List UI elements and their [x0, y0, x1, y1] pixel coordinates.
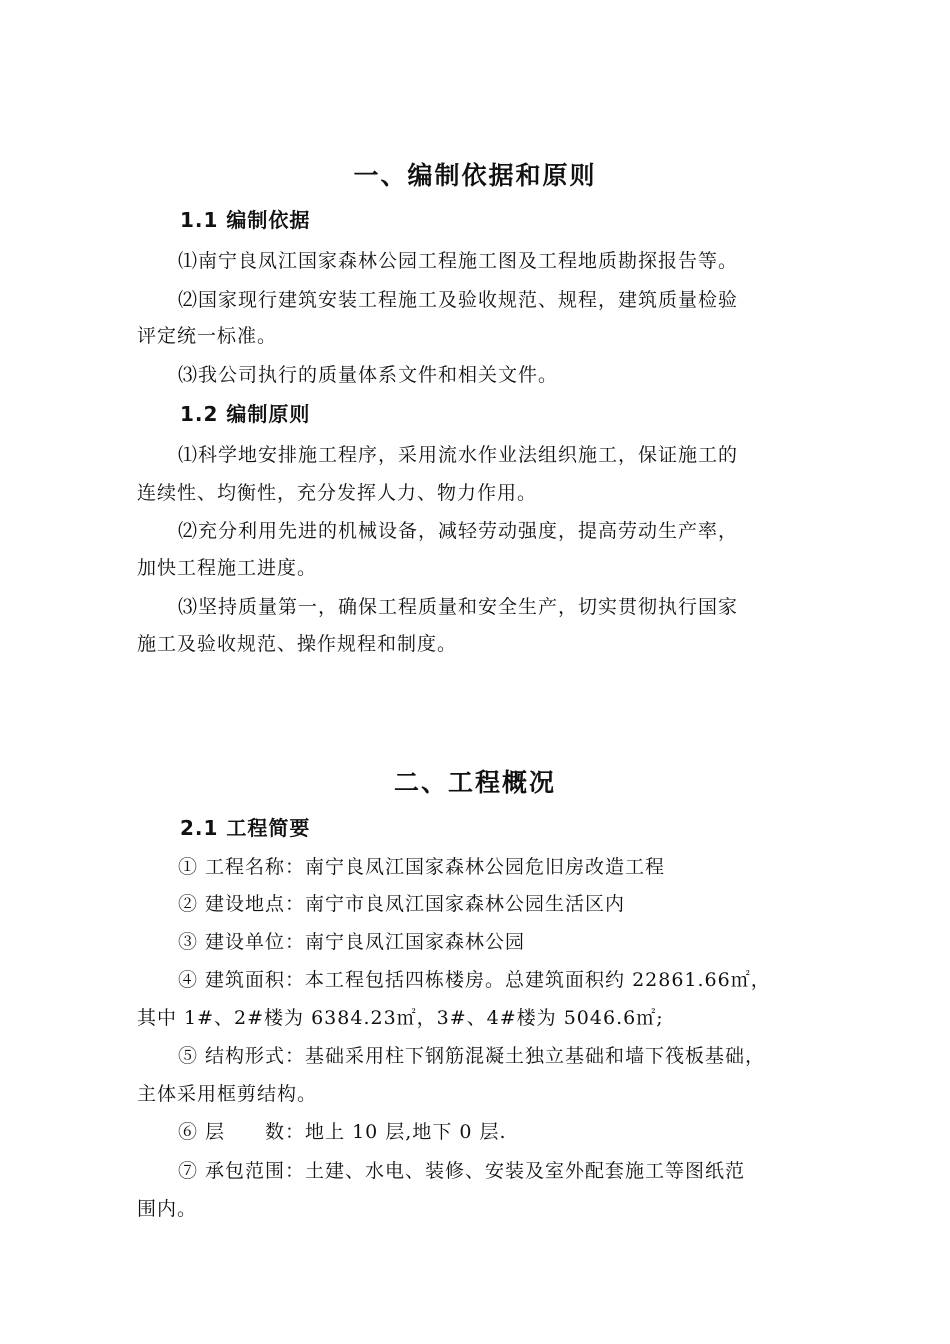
paragraph-line: 连续性、均衡性，充分发挥人力、物力作用。 [137, 482, 538, 504]
paragraph-line: ③ 建设单位：南宁良凤江国家森林公园 [178, 931, 526, 953]
paragraph-line: 主体采用框剪结构。 [137, 1083, 318, 1105]
subsection-1-2-heading: 1.2 编制原则 [180, 402, 311, 426]
paragraph-line: ⑦ 承包范围：土建、水电、装修、安装及室外配套施工等图纸范 [178, 1160, 746, 1182]
paragraph-line: 施工及验收规范、操作规程和制度。 [137, 633, 458, 655]
paragraph-line: ⑶我公司执行的质量体系文件和相关文件。 [178, 364, 559, 386]
paragraph-line: ② 建设地点：南宁市良凤江国家森林公园生活区内 [178, 893, 626, 915]
paragraph-line: ④ 建筑面积：本工程包括四栋楼房。总建筑面积约 22861.66㎡， [178, 969, 771, 991]
paragraph-line: 围内。 [137, 1198, 198, 1220]
paragraph-line: ⑵国家现行建筑安装工程施工及验收规范、规程，建筑质量检验 [178, 289, 739, 311]
paragraph-line: ⑶坚持质量第一，确保工程质量和安全生产，切实贯彻执行国家 [178, 596, 739, 618]
paragraph-line: ⑥ 层 数：地上 10 层,地下 0 层. [178, 1121, 507, 1143]
paragraph-line: ① 工程名称：南宁良凤江国家森林公园危旧房改造工程 [178, 856, 666, 878]
paragraph-line: ⑵充分利用先进的机械设备，减轻劳动强度，提高劳动生产率， [178, 520, 739, 542]
section-2-title: 二、工程概况 [393, 768, 556, 797]
subsection-1-1-heading: 1.1 编制依据 [180, 208, 311, 232]
paragraph-line: ⑴南宁良凤江国家森林公园工程施工图及工程地质勘探报告等。 [178, 250, 739, 272]
subsection-2-1-heading: 2.1 工程简要 [180, 816, 311, 840]
paragraph-line: ⑤ 结构形式：基础采用柱下钢筋混凝土独立基础和墙下筏板基础， [178, 1045, 766, 1067]
paragraph-line: 加快工程施工进度。 [137, 557, 318, 579]
section-1-title: 一、编制依据和原则 [353, 161, 597, 190]
paragraph-line: ⑴科学地安排施工程序，采用流水作业法组织施工，保证施工的 [178, 444, 739, 466]
paragraph-line: 评定统一标准。 [137, 325, 278, 347]
paragraph-line: 其中 1#、2#楼为 6384.23㎡，3#、4#楼为 5046.6㎡; [137, 1007, 664, 1029]
